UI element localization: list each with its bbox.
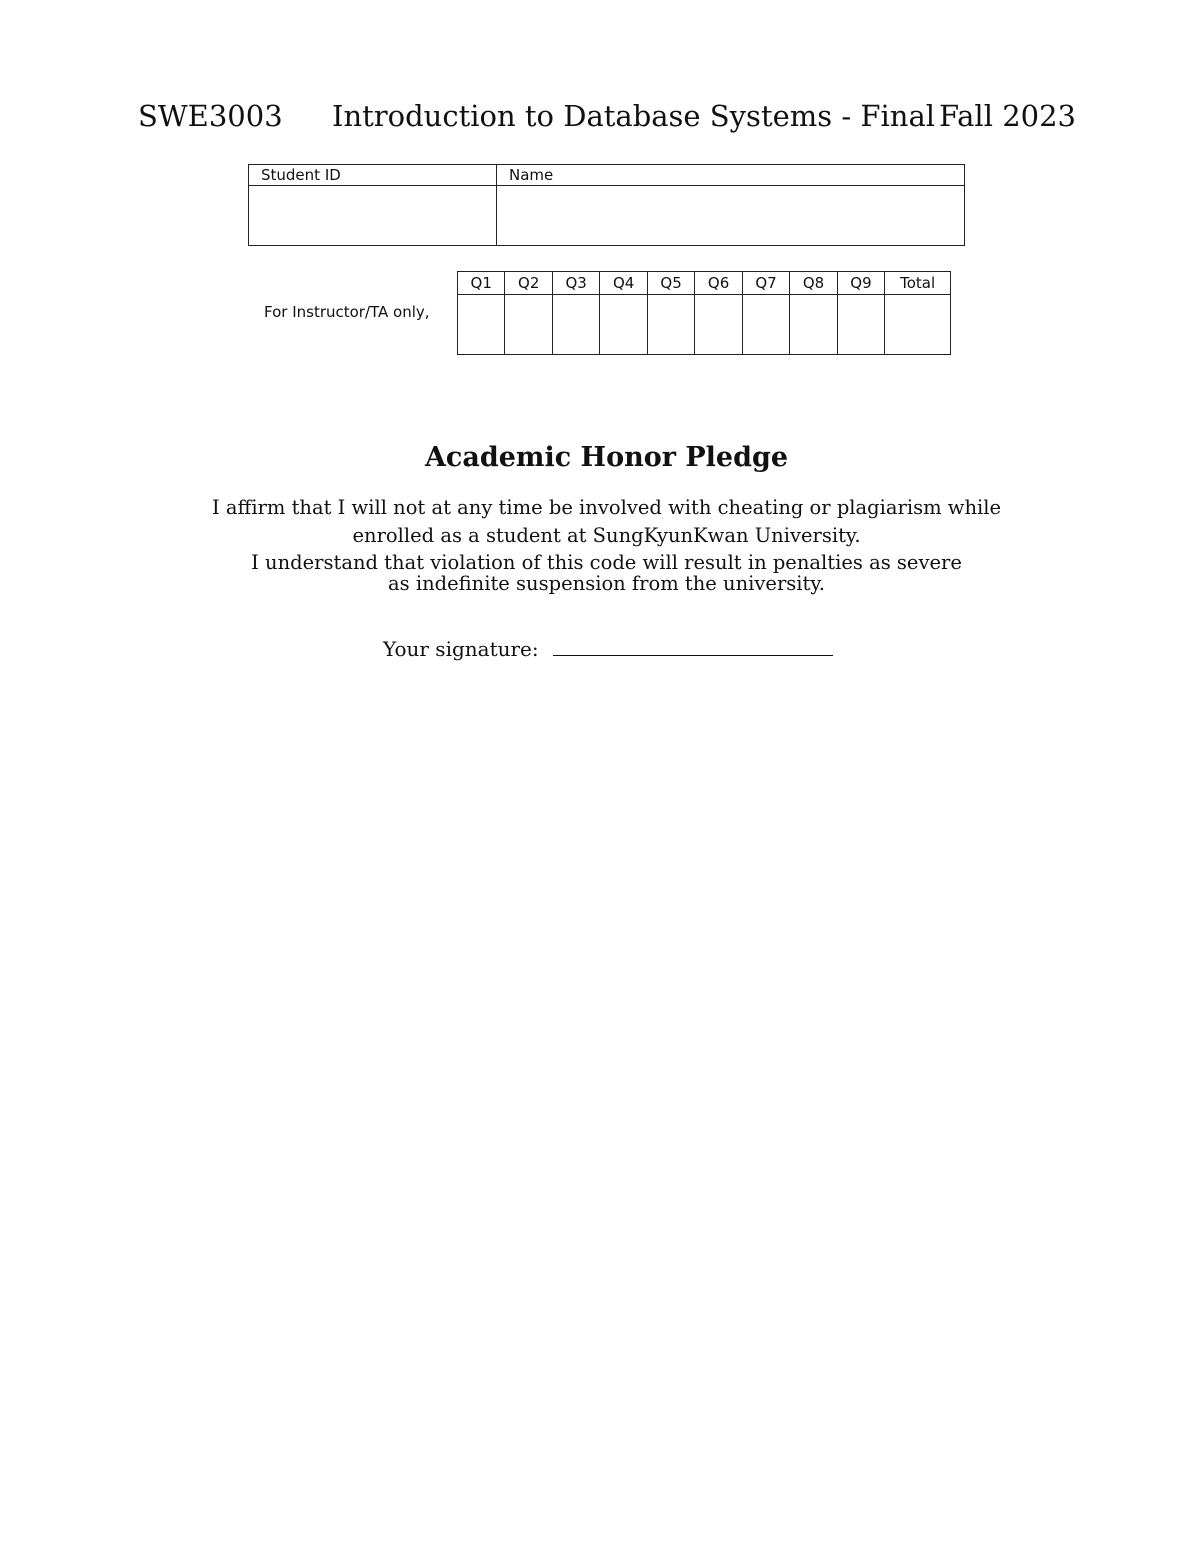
score-cell-q2[interactable]	[505, 295, 552, 355]
pledge-line: I affirm that I will not at any time be involved with cheating or plagiarism while	[211, 496, 1002, 519]
score-cell-q7[interactable]	[742, 295, 789, 355]
score-cell-q1[interactable]	[458, 295, 505, 355]
exam-term: Fall 2023	[938, 99, 1076, 133]
score-cell-total[interactable]	[885, 295, 951, 355]
grade-header-q6: Q6	[695, 272, 742, 295]
score-cell-q9[interactable]	[837, 295, 884, 355]
grade-header-q8: Q8	[790, 272, 837, 295]
exam-header	[138, 96, 1076, 136]
pledge-title: Academic Honor Pledge	[424, 442, 789, 473]
grading-table	[457, 271, 951, 355]
course-code: SWE3003	[138, 99, 283, 133]
grade-header-total: Total	[885, 272, 951, 295]
score-cell-q6[interactable]	[695, 295, 742, 355]
score-cell-q8[interactable]	[790, 295, 837, 355]
student-info-table	[248, 164, 965, 246]
exam-title: Introduction to Database Systems - Final	[332, 99, 936, 133]
score-cell-q3[interactable]	[552, 295, 599, 355]
instructor-only-label: For Instructor/TA only,	[264, 303, 430, 321]
grade-header-q5: Q5	[647, 272, 694, 295]
name-field[interactable]	[497, 186, 965, 246]
pledge-line: as indefinite suspension from the university.	[388, 572, 825, 595]
student-id-field[interactable]	[249, 186, 497, 246]
grade-header-q4: Q4	[600, 272, 647, 295]
score-cell-q4[interactable]	[600, 295, 647, 355]
pledge-line: enrolled as a student at SungKyunKwan University.	[352, 524, 861, 547]
grade-header-q1: Q1	[458, 272, 505, 295]
signature-line[interactable]	[553, 655, 833, 656]
grade-header-q3: Q3	[552, 272, 599, 295]
grade-header-q7: Q7	[742, 272, 789, 295]
name-header: Name	[497, 165, 965, 186]
grade-header-q2: Q2	[505, 272, 552, 295]
score-cell-q5[interactable]	[647, 295, 694, 355]
pledge-line: I understand that violation of this code will result in penalties as severe	[251, 551, 962, 574]
grade-header-q9: Q9	[837, 272, 884, 295]
student-id-header: Student ID	[249, 165, 497, 186]
signature-label: Your signature:	[383, 637, 539, 661]
